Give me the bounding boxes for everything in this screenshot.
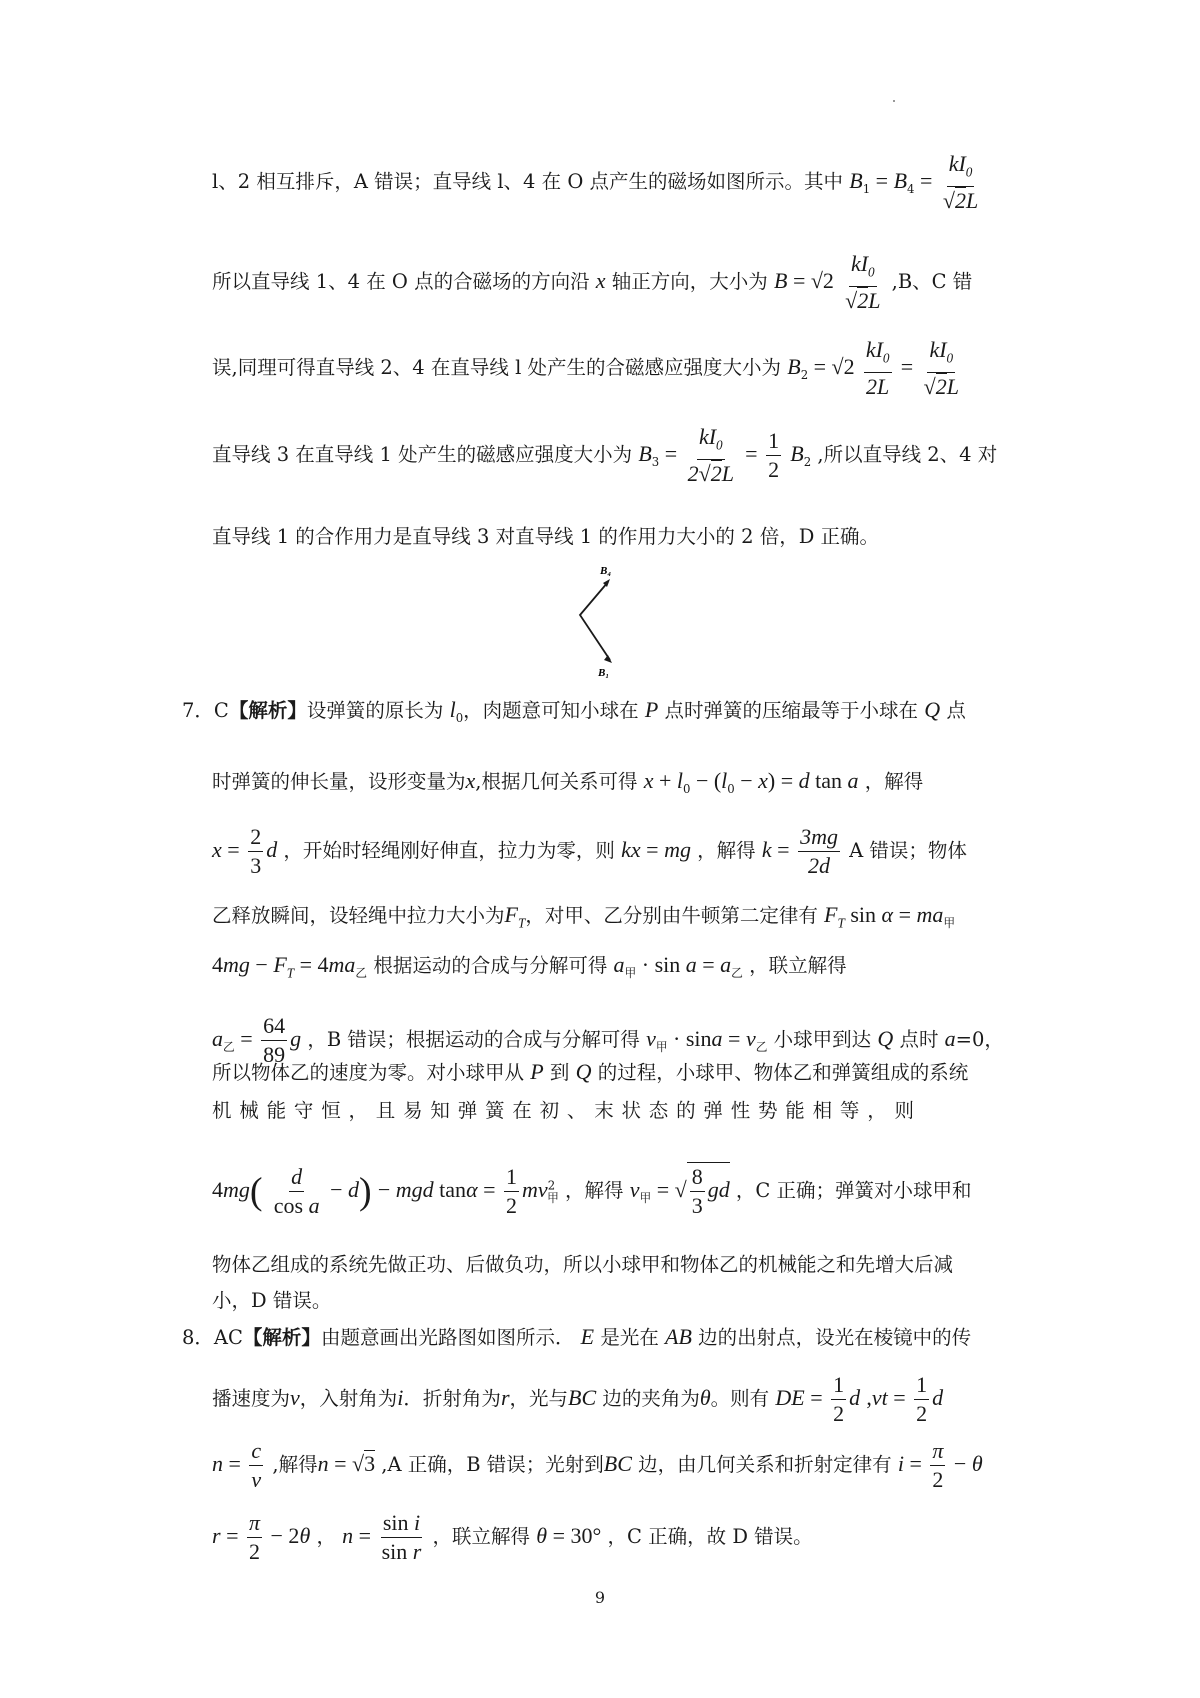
text-line: 时弹簧的伸长量，设形变量为x,根据几何关系可得 $x + l_0 - (l_0 - x) = d$ tan a ，解得 (212, 768, 924, 796)
text-line: 直导线 3 在直导线 1 处产生的磁感应强度大小为 $B_3$ = $\frac{kI_0}{2√2L}$ = $\frac{1}{2}$ $B_2$ ,所以直导线 2、4 对 (212, 424, 998, 487)
text-line: 8．AC【解析】由题意画出光路图如图所示． E 是光在 AB 边的出射点，设光在棱镜中的传 (182, 1324, 972, 1349)
text-line: 所以直导线 1、4 在 O 点的合磁场的方向沿 x 轴正方向，大小为 B = √2 $\frac{kI_0}{√2L}$ ,B、C 错 (212, 251, 973, 314)
text-line: 直导线 1 的合作用力是直导线 3 对直导线 1 的作用力大小的 2 倍，D 正确。 (212, 525, 880, 548)
text-line: $4mg - F_T = 4ma_乙$ 根据运动的合成与分解可得 $a_甲 \cdot \sin a = a_乙$ ，联立解得 (212, 952, 847, 981)
magnetic-field-diagram (570, 560, 640, 680)
text-line: 所以物体乙的速度为零。对小球甲从 P 到 Q 的过程，小球甲、物体乙和弹簧组成的系统 (212, 1059, 969, 1084)
label-b1: B₁ (598, 667, 610, 679)
text-line: 误,同理可得直导线 2、4 在直导线 l 处产生的合磁感应强度大小为 $B_2 = √2$ $\frac{kI_0}{2L}$ = $\frac{kI_0}{√2L}$ (212, 337, 959, 400)
label-b4: B₄ (600, 565, 612, 577)
text-line: n = $\frac{c}{v}$ ,解得n = √3 ,A 正确，B 错误；光射到BC 边，由几何关系和折射定律有 i = $\frac{\pi}{2}$ − θ (212, 1438, 983, 1492)
formula-fraction: $\frac{kI_0}{√2L}$ (845, 251, 881, 314)
text-line: $a_乙$ = $\frac{64}{89}$ g ，B 错误；根据运动的合成与分解可得 $v_甲 \cdot \sin a = v_乙$ 小球甲到达 Q 点时 a=0， (212, 1013, 1004, 1067)
text-line: 7．C【解析】设弹簧的原长为 $l_0$，肉题意可知小球在 P 点时弹簧的压缩最等于小球在 Q 点 (182, 697, 966, 725)
text-line: r = $\frac{\pi}{2}$ − 2θ ， n = $\frac{\text{sin i}}{\text{sin r}}$ ，联立解得 θ = 30° ，C 正确，故 D 错误。 (212, 1510, 813, 1564)
speck (893, 100, 895, 102)
text-line: 乙释放瞬间，设轻绳中拉力大小为$F_T$，对甲、乙分别由牛顿第二定律有 $F_T$ $\sin \alpha = ma_甲$ (212, 902, 956, 931)
formula-fraction: $\frac{kI_0}{√2L}$ (942, 151, 979, 214)
text-line: 播速度为v，入射角为i．折射角为r，光与BC 边的夹角为θ。则有 DE = $\frac{1}{2}$ d ,vt = $\frac{1}{2}$ d (212, 1372, 944, 1426)
text-line: 小，D 错误。 (212, 1289, 332, 1312)
text-line: 4mg( $\frac{d}{\text{cos a}}$ − d) − mgd tanα = $\frac{1}{2}$ $mv^2_甲$ ，解得 $v_甲$ = √ $\frac{8}{3}$ gd ，C 正确；弹簧对小球甲和 (212, 1164, 972, 1218)
text-line: x = $\frac{2}{3}$ d ，开始时轻绳刚好伸直，拉力为零，则 kx = mg ，解得 k = $\frac{3mg}{2d}$ A 错误；物体 (212, 824, 967, 878)
page-number: 9 (594, 1588, 606, 1607)
text-line: l、2 相互排斥，A 错误；直导线 l、4 在 O 点产生的磁场如图所示。其中 $B_1 = B_4$ = $\frac{kI_0}{√2L}$ (212, 151, 979, 214)
text-segment: l、2 相互排斥，A 错误；直导线 l、4 在 O 点产生的磁场如图所示。其中 (212, 170, 844, 194)
text-line: 物体乙组成的系统先做正功、后做负功，所以小球甲和物体乙的机械能之和先增大后减 (212, 1253, 954, 1276)
text-line: 机械能守恒，且易知弹簧在初、末状态的弹性势能相等，则 (212, 1099, 922, 1122)
